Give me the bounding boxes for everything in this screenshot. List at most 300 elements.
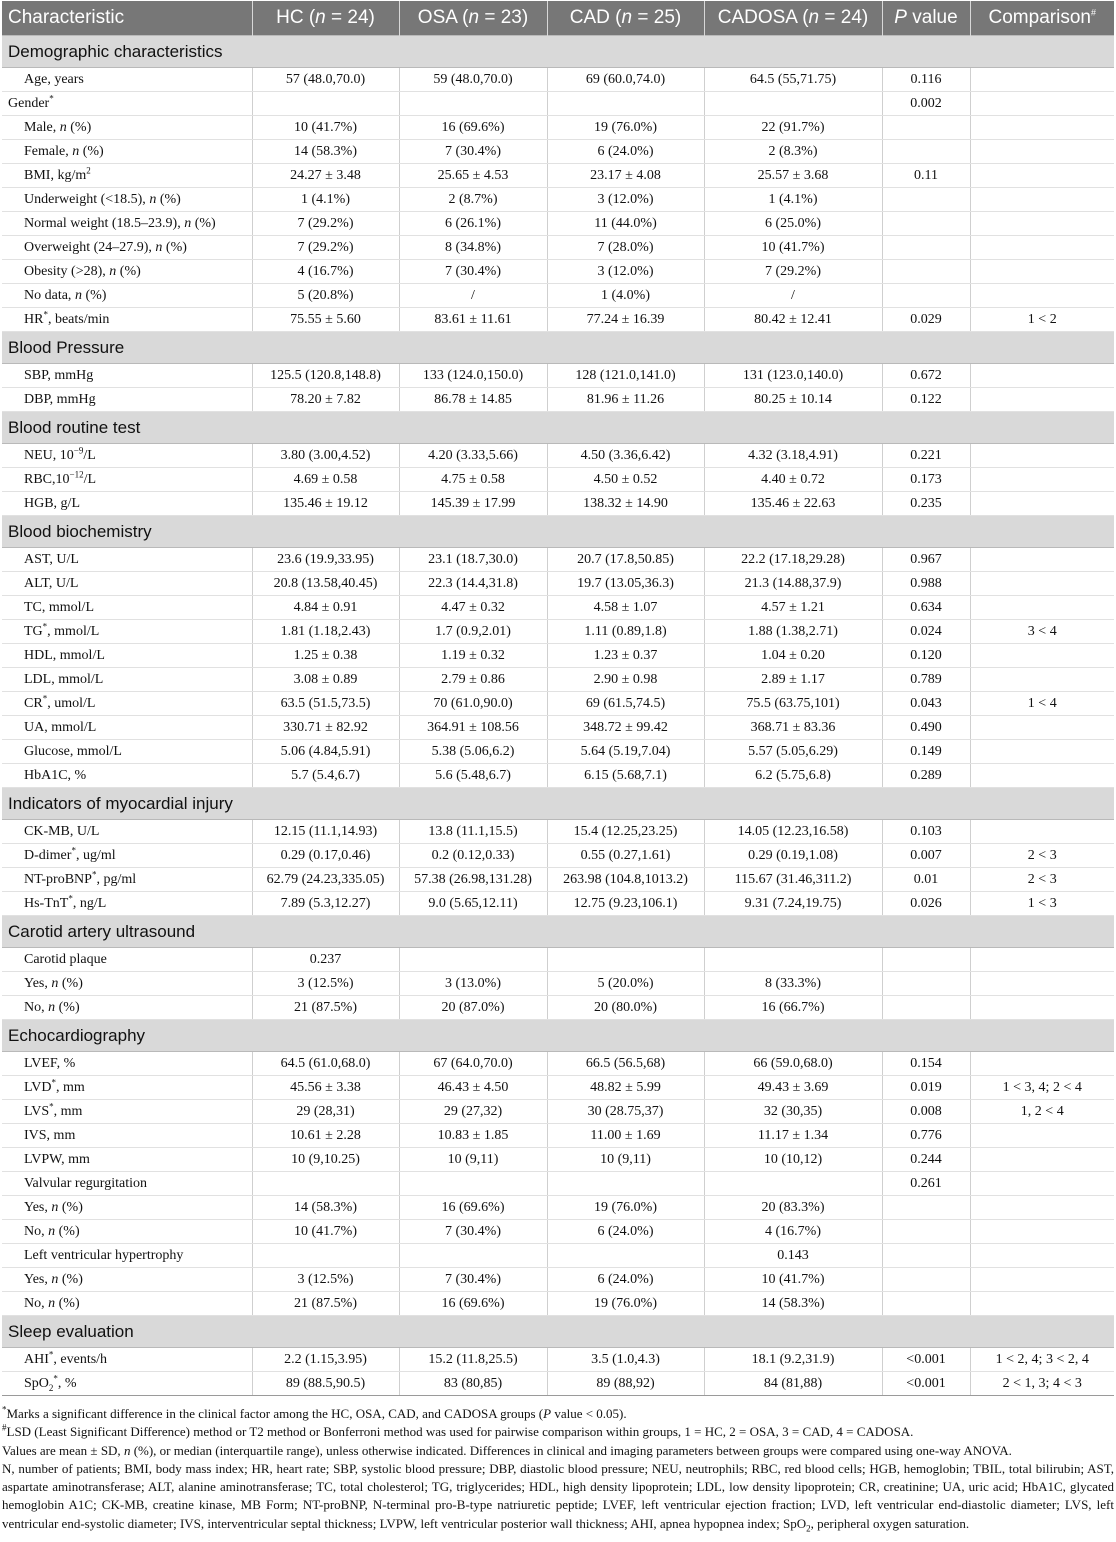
cell-comparison: 1 < 4 [970,692,1114,716]
table-row [2,644,1114,668]
table-row [2,572,1114,596]
row-label: DBP, mmHg [2,388,252,412]
row-label: No, n (%) [2,1292,252,1316]
table-row [2,620,1114,644]
row-label: CR*, umol/L [2,692,252,716]
cell-p-value: 0.149 [882,740,970,764]
cell-osa: 4.47 ± 0.32 [399,596,547,620]
cell-p-value: 0.776 [882,1124,970,1148]
cell-osa: 20 (87.0%) [399,996,547,1020]
cell-cadosa: 2 (8.3%) [704,140,882,164]
section-header [2,36,1114,68]
table-row [2,308,1114,332]
cell-cadosa: 80.25 ± 10.14 [704,388,882,412]
row-label: No, n (%) [2,996,252,1020]
cell-p-value [882,140,970,164]
cell-cadosa [704,92,882,116]
cell-comparison: 1 < 2, 4; 3 < 2, 4 [970,1348,1114,1372]
cell-hc: 89 (88.5,90.5) [252,1372,399,1396]
cell-osa: 7 (30.4%) [399,1268,547,1292]
cell-comparison [970,596,1114,620]
row-label: BMI, $kg/m^2$ [2,164,252,188]
column-header-characteristic: Characteristic [2,1,252,36]
cell-cadosa: 64.5 (55,71.75) [704,68,882,92]
table-row [2,1196,1114,1220]
cell-hc: 330.71 ± 82.92 [252,716,399,740]
cell-hc [252,92,399,116]
cell-osa: 364.91 ± 108.56 [399,716,547,740]
cell-p-value [882,1220,970,1244]
section-title: Demographic characteristics [2,36,1114,68]
cell-cad: 348.72 ± 99.42 [547,716,704,740]
column-header-p-value: P value [882,1,970,36]
cell-comparison [970,1244,1114,1268]
cell-cad: 19 (76.0%) [547,1292,704,1316]
row-label: HDL, mmol/L [2,644,252,668]
section-header [2,916,1114,948]
table-row [2,868,1114,892]
table-row [2,1076,1114,1100]
table-row [2,116,1114,140]
row-label: TG*, mmol/L [2,620,252,644]
cell-cad: 20.7 (17.8,50.85) [547,548,704,572]
section-header [2,1020,1114,1052]
row-label: Male, n (%) [2,116,252,140]
table-body [2,36,1114,1396]
cell-comparison [970,1052,1114,1076]
table-row [2,1052,1114,1076]
cell-comparison [970,572,1114,596]
row-label: LDL, mmol/L [2,668,252,692]
cell-cadosa: 4.57 ± 1.21 [704,596,882,620]
cell-hc: 5.7 (5.4,6.7) [252,764,399,788]
cell-cadosa: 18.1 (9.2,31.9) [704,1348,882,1372]
cell-p-value [882,260,970,284]
cell-cad: 48.82 ± 5.99 [547,1076,704,1100]
row-label: LVD*, mm [2,1076,252,1100]
row-label: Obesity (>28), n (%) [2,260,252,284]
cell-comparison [970,1220,1114,1244]
cell-cad: 5.64 (5.19,7.04) [547,740,704,764]
cell-p-value: 0.261 [882,1172,970,1196]
cell-hc: 3 (12.5%) [252,1268,399,1292]
cell-cadosa: 1 (4.1%) [704,188,882,212]
cell-osa: 10 (9,11) [399,1148,547,1172]
cell-cad: 5 (20.0%) [547,972,704,996]
row-label: Overweight (24–27.9), n (%) [2,236,252,260]
table-row [2,1124,1114,1148]
cell-cad: 81.96 ± 11.26 [547,388,704,412]
cell-cad: 69 (60.0,74.0) [547,68,704,92]
table-row [2,212,1114,236]
cell-comparison [970,644,1114,668]
table-row [2,740,1114,764]
cell-comparison [970,1292,1114,1316]
row-label: SBP, mmHg [2,364,252,388]
cell-p-value: 0.789 [882,668,970,692]
table-row [2,716,1114,740]
cell-hc: 10 (9,10.25) [252,1148,399,1172]
cell-cad: 263.98 (104.8,1013.2) [547,868,704,892]
row-label: HbA1C, % [2,764,252,788]
cell-comparison [970,1196,1114,1220]
cell-hc: 10.61 ± 2.28 [252,1124,399,1148]
cell-cadosa: 84 (81,88) [704,1372,882,1396]
table-row [2,892,1114,916]
table-row [2,1372,1114,1396]
cell-osa: 22.3 (14.4,31.8) [399,572,547,596]
table-header [2,1,1114,36]
row-label: HR*, beats/min [2,308,252,332]
cell-cad: 2.90 ± 0.98 [547,668,704,692]
cell-osa: 15.2 (11.8,25.5) [399,1348,547,1372]
cell-cad: 6.15 (5.68,7.1) [547,764,704,788]
section-header [2,788,1114,820]
table-row [2,548,1114,572]
cell-p-value [882,972,970,996]
cell-hc [252,1244,399,1268]
cell-comparison [970,212,1114,236]
cell-comparison [970,548,1114,572]
cell-hc: 0.29 (0.17,0.46) [252,844,399,868]
row-label: LVPW, mm [2,1148,252,1172]
cell-osa: 25.65 ± 4.53 [399,164,547,188]
cell-p-value [882,236,970,260]
cell-p-value [882,1244,970,1268]
cell-cadosa: 4.40 ± 0.72 [704,468,882,492]
cell-osa: 9.0 (5.65,12.11) [399,892,547,916]
cell-cadosa: 135.46 ± 22.63 [704,492,882,516]
cell-cad: 11.00 ± 1.69 [547,1124,704,1148]
row-label: SpO$_2$*, % [2,1372,252,1396]
cell-osa: 57.38 (26.98,131.28) [399,868,547,892]
table-row [2,68,1114,92]
cell-hc: 5 (20.8%) [252,284,399,308]
cell-p-value [882,948,970,972]
section-title: Sleep evaluation [2,1316,1114,1348]
row-label: CK-MB, U/L [2,820,252,844]
cell-comparison [970,820,1114,844]
cell-osa: 16 (69.6%) [399,1196,547,1220]
column-header-osa: OSA (n = 23) [399,1,547,36]
cell-comparison [970,364,1114,388]
row-label: HGB, g/L [2,492,252,516]
cell-hc: 29 (28,31) [252,1100,399,1124]
table-row [2,468,1114,492]
cell-cadosa: 1.04 ± 0.20 [704,644,882,668]
cell-p-value: 0.490 [882,716,970,740]
row-label: $RBC,10^{-12}/L$ [2,468,252,492]
row-label: Yes, n (%) [2,1196,252,1220]
cell-osa: 7 (30.4%) [399,1220,547,1244]
cell-hc: 7.89 (5.3,12.27) [252,892,399,916]
table-row [2,692,1114,716]
cell-comparison: 1 < 3, 4; 2 < 4 [970,1076,1114,1100]
section-title: Carotid artery ultrasound [2,916,1114,948]
cell-p-value [882,996,970,1020]
cell-hc: 63.5 (51.5,73.5) [252,692,399,716]
cell-hc: 14 (58.3%) [252,1196,399,1220]
cell-osa: 1.19 ± 0.32 [399,644,547,668]
cell-comparison [970,284,1114,308]
table-row [2,1172,1114,1196]
cell-osa: 6 (26.1%) [399,212,547,236]
cell-p-value: 0.11 [882,164,970,188]
cell-p-value: 0.221 [882,444,970,468]
cell-osa: 10.83 ± 1.85 [399,1124,547,1148]
cell-p-value [882,1268,970,1292]
cell-hc: 3.08 ± 0.89 [252,668,399,692]
cell-osa: 4.75 ± 0.58 [399,468,547,492]
section-header [2,1316,1114,1348]
row-label: LVEF, % [2,1052,252,1076]
cell-p-value: 0.988 [882,572,970,596]
cell-cadosa: 80.42 ± 12.41 [704,308,882,332]
table-row [2,492,1114,516]
cell-cad: 6 (24.0%) [547,1268,704,1292]
cell-comparison [970,1172,1114,1196]
row-label: Yes, n (%) [2,972,252,996]
table-row [2,764,1114,788]
cell-cad [547,92,704,116]
table-row [2,92,1114,116]
cell-cadosa: 10 (10,12) [704,1148,882,1172]
cell-osa: 16 (69.6%) [399,1292,547,1316]
cell-comparison [970,116,1114,140]
cell-p-value: 0.122 [882,388,970,412]
cell-hc: 21 (87.5%) [252,996,399,1020]
cell-cad: 0.55 (0.27,1.61) [547,844,704,868]
cell-p-value: 0.235 [882,492,970,516]
cell-cad: 138.32 ± 14.90 [547,492,704,516]
header-row [2,1,1114,36]
section-title: Indicators of myocardial injury [2,788,1114,820]
cell-osa: 145.39 ± 17.99 [399,492,547,516]
table-footnotes [2,1405,1114,1533]
cell-hc: 135.46 ± 19.12 [252,492,399,516]
cell-hc: 2.2 (1.15,3.95) [252,1348,399,1372]
row-label: No, n (%) [2,1220,252,1244]
cell-hc: 14 (58.3%) [252,140,399,164]
cell-osa: 133 (124.0,150.0) [399,364,547,388]
cell-osa: 46.43 ± 4.50 [399,1076,547,1100]
cell-hc: 125.5 (120.8,148.8) [252,364,399,388]
cell-cadosa: 6 (25.0%) [704,212,882,236]
table-row [2,668,1114,692]
cell-cad: 19 (76.0%) [547,1196,704,1220]
cell-comparison [970,764,1114,788]
cell-hc: 3.80 (3.00,4.52) [252,444,399,468]
cell-osa: 83.61 ± 11.61 [399,308,547,332]
cell-p-value: 0.01 [882,868,970,892]
cell-hc: 12.15 (11.1,14.93) [252,820,399,844]
cell-osa: 23.1 (18.7,30.0) [399,548,547,572]
cell-cadosa: 368.71 ± 83.36 [704,716,882,740]
cell-osa: 5.6 (5.48,6.7) [399,764,547,788]
cell-comparison [970,668,1114,692]
table-container [2,1,1114,1396]
cell-osa: 5.38 (5.06,6.2) [399,740,547,764]
cell-cadosa: 7 (29.2%) [704,260,882,284]
row-label: No data, n (%) [2,284,252,308]
cell-comparison [970,492,1114,516]
cell-cad: 1 (4.0%) [547,284,704,308]
cell-cad: 6 (24.0%) [547,140,704,164]
row-label: Female, n (%) [2,140,252,164]
row-label: LVS*, mm [2,1100,252,1124]
cell-comparison: 3 < 4 [970,620,1114,644]
row-label: D-dimer*, ug/ml [2,844,252,868]
cell-p-value: 0.029 [882,308,970,332]
table-row [2,236,1114,260]
cell-hc: 3 (12.5%) [252,972,399,996]
table-row [2,140,1114,164]
cell-cad: 30 (28.75,37) [547,1100,704,1124]
cell-osa: 7 (30.4%) [399,140,547,164]
cell-cadosa: 20 (83.3%) [704,1196,882,1220]
cell-comparison [970,68,1114,92]
cell-cad: 66.5 (56.5,68) [547,1052,704,1076]
cell-p-value [882,1292,970,1316]
cell-cad: 6 (24.0%) [547,1220,704,1244]
cell-hc [252,1172,399,1196]
cell-hc: 64.5 (61.0,68.0) [252,1052,399,1076]
table-row [2,948,1114,972]
cell-hc: 57 (48.0,70.0) [252,68,399,92]
row-label: Left ventricular hypertrophy [2,1244,252,1268]
table-row [2,444,1114,468]
cell-osa: 29 (27,32) [399,1100,547,1124]
table-row [2,1348,1114,1372]
cell-hc: 7 (29.2%) [252,236,399,260]
cell-cadosa: 9.31 (7.24,19.75) [704,892,882,916]
section-title: Blood biochemistry [2,516,1114,548]
cell-cad: 4.50 (3.36,6.42) [547,444,704,468]
cell-cadosa: 22 (91.7%) [704,116,882,140]
column-header-hc: HC (n = 24) [252,1,399,36]
cell-hc: 62.79 (24.23,335.05) [252,868,399,892]
table-row [2,284,1114,308]
cell-osa: 1.7 (0.9,2.01) [399,620,547,644]
table-row [2,1100,1114,1124]
table-row [2,1148,1114,1172]
cell-comparison: 1 < 2 [970,308,1114,332]
row-label: ALT, U/L [2,572,252,596]
row-label: AST, U/L [2,548,252,572]
cell-cad: 12.75 (9.23,106.1) [547,892,704,916]
table-row [2,1244,1114,1268]
cell-cadosa: 10 (41.7%) [704,1268,882,1292]
cell-p-value: 0.002 [882,92,970,116]
cell-p-value: 0.154 [882,1052,970,1076]
cell-comparison [970,1148,1114,1172]
cell-comparison [970,188,1114,212]
cell-cadosa: 25.57 ± 3.68 [704,164,882,188]
cell-p-value [882,1196,970,1220]
cell-hc: 1.25 ± 0.38 [252,644,399,668]
row-label: Hs-TnT*, ng/L [2,892,252,916]
section-title: Echocardiography [2,1020,1114,1052]
table-row [2,388,1114,412]
cell-cadosa [704,1172,882,1196]
cell-comparison [970,716,1114,740]
cell-cad: 23.17 ± 4.08 [547,164,704,188]
cell-comparison [970,972,1114,996]
footnote-abbreviations: N, number of patients; BMI, body mass index; HR, heart rate; SBP, systolic blood pressure; DBP, diastolic blood pressure; NEU, neutrophils; RBC, red blood cells; HGB, hemoglobin; TBIL, total bilirubin; AST, aspartate aminotransferase; ALT, alanine aminotransferase; TC, total cholesterol; TG, triglycerides; HDL, high density lipoprotein; LDL, low density lipoprotein; CR, creatinine; UA, uric acid; HbA1C, glycated hemoglobin A1C; CK-MB, creatine kinase, MB Form; NT-proBNP, N-terminal pro-B-type natriuretic peptide; LVEF, left ventricular ejection fraction; LVD, left ventricular end-diastolic diameter; LVS, left ventricular end-systolic diameter; IVS, interventricular septal thickness; LVPW, left ventricular posterior wall thickness; AHI, apnea hypopnea index; SpO$_2$, peripheral oxygen saturation. [2,1460,1114,1534]
cell-cad [547,1244,704,1268]
cell-hc: 24.27 ± 3.48 [252,164,399,188]
row-label: Normal weight (18.5–23.9), n (%) [2,212,252,236]
cell-cad: 69 (61.5,74.5) [547,692,704,716]
cell-p-value: 0.120 [882,644,970,668]
cell-p-value: 0.043 [882,692,970,716]
cell-cadosa: 131 (123.0,140.0) [704,364,882,388]
cell-hc: 45.56 ± 3.38 [252,1076,399,1100]
cell-hc: 20.8 (13.58,40.45) [252,572,399,596]
cell-cadosa: 6.2 (5.75,6.8) [704,764,882,788]
column-header-comparison: Comparison# [970,1,1114,36]
cell-hc: 5.06 (4.84,5.91) [252,740,399,764]
cell-hc: 1.81 (1.18,2.43) [252,620,399,644]
cell-cad: 15.4 (12.25,23.25) [547,820,704,844]
cell-p-value: 0.019 [882,1076,970,1100]
cell-cadosa: 21.3 (14.88,37.9) [704,572,882,596]
cell-osa [399,948,547,972]
cell-comparison [970,948,1114,972]
cell-cad: 3 (12.0%) [547,260,704,284]
cell-hc: 0.237 [252,948,399,972]
row-label: Carotid plaque [2,948,252,972]
section-title: Blood routine test [2,412,1114,444]
cell-hc: 75.55 ± 5.60 [252,308,399,332]
cell-hc: 4 (16.7%) [252,260,399,284]
cell-comparison [970,388,1114,412]
cell-hc: 21 (87.5%) [252,1292,399,1316]
cell-cadosa: 16 (66.7%) [704,996,882,1020]
column-header-cad: CAD (n = 25) [547,1,704,36]
cell-cadosa: 1.88 (1.38,2.71) [704,620,882,644]
cell-cadosa: 10 (41.7%) [704,236,882,260]
cell-cadosa: 2.89 ± 1.17 [704,668,882,692]
cell-cad [547,948,704,972]
table-row [2,260,1114,284]
cell-comparison [970,164,1114,188]
section-header [2,412,1114,444]
cell-comparison [970,1268,1114,1292]
cell-p-value: 0.672 [882,364,970,388]
row-label: Underweight (<18.5), n (%) [2,188,252,212]
cell-osa [399,92,547,116]
table-row [2,972,1114,996]
cell-cadosa: 49.43 ± 3.69 [704,1076,882,1100]
cell-cad: 4.58 ± 1.07 [547,596,704,620]
section-header [2,332,1114,364]
cell-cadosa [704,948,882,972]
cell-cad: 19.7 (13.05,36.3) [547,572,704,596]
section-title: Blood Pressure [2,332,1114,364]
row-label: NEU, $10^{-9}/L$ [2,444,252,468]
cell-osa: 83 (80,85) [399,1372,547,1396]
cell-p-value: 0.103 [882,820,970,844]
cell-osa: 0.2 (0.12,0.33) [399,844,547,868]
cell-osa: 86.78 ± 14.85 [399,388,547,412]
cell-p-value [882,188,970,212]
cell-cadosa: 5.57 (5.05,6.29) [704,740,882,764]
row-label: UA, mmol/L [2,716,252,740]
cell-cad: 1.11 (0.89,1.8) [547,620,704,644]
cell-p-value [882,212,970,236]
section-header [2,516,1114,548]
